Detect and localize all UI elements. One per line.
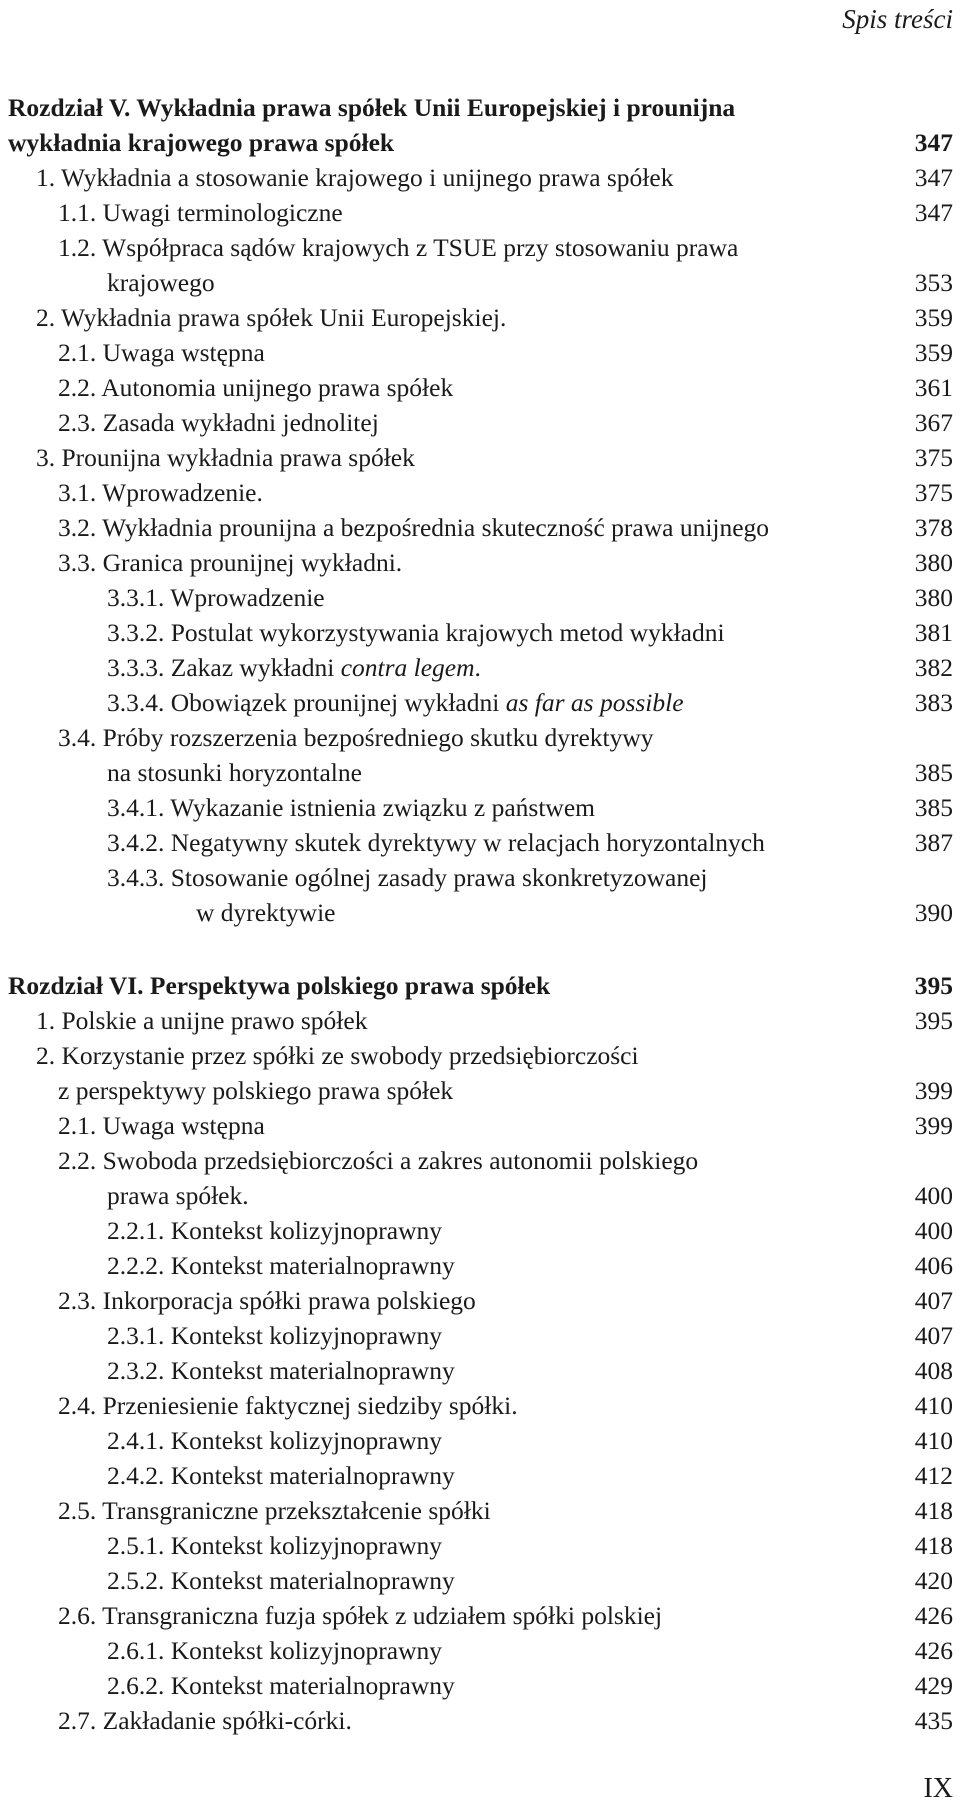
- toc-entry-page: 399: [914, 1076, 953, 1105]
- toc-entry-text: 2.2. Autonomia unijnego prawa spółek: [58, 373, 454, 402]
- toc-entry-text: 2.6.2. Kontekst materialnoprawny: [107, 1671, 455, 1700]
- toc-entry[interactable]: [0, 720, 960, 755]
- toc-entry[interactable]: [0, 1458, 960, 1493]
- toc-entry[interactable]: [0, 825, 960, 860]
- toc-entry-text: w dyrektywie: [196, 898, 336, 927]
- toc-entry-page: 347: [914, 163, 953, 192]
- toc-entry-text: wykładnia krajowego prawa spółek: [8, 128, 395, 157]
- toc-entry-text: 2.2.2. Kontekst materialnoprawny: [107, 1251, 455, 1280]
- toc-entry-text: na stosunki horyzontalne: [107, 758, 362, 787]
- toc-entry[interactable]: [0, 1633, 960, 1668]
- toc-entry-page: 426: [914, 1601, 953, 1630]
- toc-entry-page: 380: [914, 583, 953, 612]
- toc-entry[interactable]: [0, 335, 960, 370]
- toc-entry[interactable]: [0, 160, 960, 195]
- toc-entry[interactable]: [0, 405, 960, 440]
- toc-entry[interactable]: [0, 1178, 960, 1213]
- toc-entry-text: 3.1. Wprowadzenie.: [58, 478, 263, 507]
- toc-entry-text: krajowego: [107, 268, 215, 297]
- toc-entry[interactable]: [0, 1143, 960, 1178]
- toc-entry[interactable]: [0, 1213, 960, 1248]
- toc-entry-page: 429: [914, 1671, 953, 1700]
- toc-entry-text: prawa spółek.: [107, 1181, 249, 1210]
- toc-entry[interactable]: [0, 1493, 960, 1528]
- toc-entry[interactable]: [0, 510, 960, 545]
- toc-entry-text: Rozdział V. Wykładnia prawa spółek Unii Europejskiej i prounijna: [8, 93, 736, 122]
- toc-entry-text: 2.3. Zasada wykładni jednolitej: [58, 408, 379, 437]
- toc-entry-text: 2.5.2. Kontekst materialnoprawny: [107, 1566, 455, 1595]
- toc-entry[interactable]: [0, 1528, 960, 1563]
- toc-entry-text: 2.4. Przeniesienie faktycznej siedziby spółki.: [58, 1391, 518, 1420]
- running-header: Spis treści: [842, 4, 953, 34]
- toc-entry-page: 412: [914, 1461, 953, 1490]
- toc-entry-text: 1.2. Współpraca sądów krajowych z TSUE przy stosowaniu prawa: [58, 233, 739, 262]
- toc-entry[interactable]: [0, 968, 960, 1003]
- toc-entry[interactable]: [0, 1703, 960, 1738]
- toc-entry[interactable]: [0, 615, 960, 650]
- toc-entry[interactable]: [0, 1563, 960, 1598]
- toc-entry-page: 400: [914, 1181, 953, 1210]
- toc-entry-text: contra legem: [340, 653, 475, 682]
- toc-entry-text: 2.7. Zakładanie spółki-córki.: [58, 1706, 352, 1735]
- toc-entry-page: 380: [914, 548, 953, 577]
- toc-entry-text: 3.4.1. Wykazanie istnienia związku z państwem: [107, 793, 595, 822]
- toc-entry-page: 347: [914, 198, 953, 227]
- toc-entry-page: 385: [914, 793, 953, 822]
- toc-entry-page: 395: [914, 1006, 953, 1035]
- toc-entry-text: 2.2. Swoboda przedsiębiorczości a zakres autonomii polskiego: [58, 1146, 699, 1175]
- toc-entry-page: 385: [914, 758, 953, 787]
- toc-entry[interactable]: [0, 545, 960, 580]
- toc-entry-page: 353: [914, 268, 953, 297]
- toc-entry-text: 2.4.1. Kontekst kolizyjnoprawny: [107, 1426, 442, 1455]
- toc-entry-text: 2.5.1. Kontekst kolizyjnoprawny: [107, 1531, 442, 1560]
- toc-entry-page: 383: [914, 688, 953, 717]
- toc-entry-page: 378: [914, 513, 953, 542]
- toc-entry-page: 407: [914, 1321, 953, 1350]
- toc-entry[interactable]: [0, 265, 960, 300]
- toc-entry-text: 3.4.3. Stosowanie ogólnej zasady prawa skonkretyzowanej: [107, 863, 708, 892]
- toc-entry-text: as far as possible: [505, 688, 684, 717]
- toc-entry-page: 408: [914, 1356, 953, 1385]
- toc-entry[interactable]: [0, 1423, 960, 1458]
- toc-entry-page: 387: [914, 828, 953, 857]
- toc-entry[interactable]: [0, 1318, 960, 1353]
- toc-entry-page: 426: [914, 1636, 953, 1665]
- toc-entry-page: 381: [914, 618, 953, 647]
- toc-entry-text: 2.3.2. Kontekst materialnoprawny: [107, 1356, 455, 1385]
- toc-entry-page: 418: [914, 1496, 953, 1525]
- toc-entry[interactable]: [0, 1388, 960, 1423]
- toc-entry-text: 3.3.1. Wprowadzenie: [107, 583, 325, 612]
- toc-entry-page: 375: [914, 443, 953, 472]
- toc-entry[interactable]: [0, 1353, 960, 1388]
- toc-entry-text: 2.3.1. Kontekst kolizyjnoprawny: [107, 1321, 442, 1350]
- toc-entry[interactable]: [0, 685, 960, 720]
- toc-entry[interactable]: [0, 1003, 960, 1038]
- toc-entry-text: .: [474, 653, 481, 682]
- toc-entry-text: 2.1. Uwaga wstępna: [58, 338, 265, 367]
- toc-entry[interactable]: [0, 370, 960, 405]
- toc-entry[interactable]: [0, 1073, 960, 1108]
- toc-entry-text: 2.5. Transgraniczne przekształcenie spółki: [58, 1496, 491, 1525]
- toc-entry[interactable]: [0, 790, 960, 825]
- toc-entry-page: 367: [914, 408, 953, 437]
- toc-entry-page: 420: [914, 1566, 953, 1595]
- toc-entry-text: 3.4. Próby rozszerzenia bezpośredniego skutku dyrektywy: [58, 723, 654, 752]
- toc-entry-page: 400: [914, 1216, 953, 1245]
- toc-entry[interactable]: [0, 650, 960, 685]
- toc-entry-text: 3.3. Granica prounijnej wykładni.: [58, 548, 403, 577]
- toc-entry-text: 3.4.2. Negatywny skutek dyrektywy w relacjach horyzontalnych: [107, 828, 765, 857]
- toc-entry-page: 435: [914, 1706, 953, 1735]
- toc-entry-text: 2.4.2. Kontekst materialnoprawny: [107, 1461, 455, 1490]
- toc-entry-page: 418: [914, 1531, 953, 1560]
- toc-entry-text: 2.3. Inkorporacja spółki prawa polskiego: [58, 1286, 476, 1315]
- toc-entry[interactable]: [0, 475, 960, 510]
- toc-entry-text: z perspektywy polskiego prawa spółek: [58, 1076, 454, 1105]
- toc-entry[interactable]: [0, 1038, 960, 1073]
- toc-entry-page: 361: [914, 373, 953, 402]
- toc-entry-text: 2. Wykładnia prawa spółek Unii Europejskiej.: [36, 303, 507, 332]
- toc-entry-text: 1. Polskie a unijne prawo spółek: [36, 1006, 368, 1035]
- toc-entry-text: 3.3.3. Zakaz wykładni: [107, 653, 341, 682]
- toc-entry-page: 347: [914, 128, 953, 157]
- toc-entry[interactable]: [0, 90, 960, 125]
- toc-entry-page: 395: [914, 971, 953, 1000]
- toc-entry-text: 2.6. Transgraniczna fuzja spółek z udziałem spółki polskiej: [58, 1601, 663, 1630]
- toc-entry-text: 1. Wykładnia a stosowanie krajowego i unijnego prawa spółek: [36, 163, 674, 192]
- toc-entry-page: 375: [914, 478, 953, 507]
- toc-entry-text: Rozdział VI. Perspektywa polskiego prawa spółek: [8, 971, 551, 1000]
- toc-entry-page: 399: [914, 1111, 953, 1140]
- toc-entry-text: 3. Prounijna wykładnia prawa spółek: [36, 443, 415, 472]
- toc-entry[interactable]: [0, 580, 960, 615]
- toc-entry-page: 406: [914, 1251, 953, 1280]
- toc-entry-page: 410: [914, 1426, 953, 1455]
- toc-entry[interactable]: [0, 440, 960, 475]
- toc-entry-page: 382: [914, 653, 953, 682]
- toc-entry[interactable]: [0, 1283, 960, 1318]
- toc-entry-text: 1.1. Uwagi terminologiczne: [58, 198, 343, 227]
- toc-entry[interactable]: [0, 1248, 960, 1283]
- toc-entry-page: 390: [914, 898, 953, 927]
- toc-entry-text: 3.3.2. Postulat wykorzystywania krajowych metod wykładni: [107, 618, 725, 647]
- toc-entry[interactable]: [0, 860, 960, 895]
- toc-entry[interactable]: [0, 1108, 960, 1143]
- toc-entry[interactable]: [0, 125, 960, 160]
- toc-entry[interactable]: [0, 195, 960, 230]
- toc-entry-text: 3.2. Wykładnia prounijna a bezpośrednia skuteczność prawa unijnego: [58, 513, 770, 542]
- toc-entry-text: 2. Korzystanie przez spółki ze swobody przedsiębiorczości: [36, 1041, 639, 1070]
- toc-entry-page: 410: [914, 1391, 953, 1420]
- toc-entry-text: 3.3.4. Obowiązek prounijnej wykładni: [107, 688, 506, 717]
- toc-entry-page: 359: [914, 303, 953, 332]
- toc-entry-text: 2.2.1. Kontekst kolizyjnoprawny: [107, 1216, 442, 1245]
- toc-entry[interactable]: [0, 230, 960, 265]
- toc-entry-page: 359: [914, 338, 953, 367]
- toc-entry-text: 2.1. Uwaga wstępna: [58, 1111, 265, 1140]
- toc-entry[interactable]: [0, 300, 960, 335]
- toc-entry[interactable]: [0, 755, 960, 790]
- toc-entry-text: 2.6.1. Kontekst kolizyjnoprawny: [107, 1636, 442, 1665]
- toc-entry[interactable]: [0, 895, 960, 930]
- page-number-roman: IX: [923, 1773, 953, 1804]
- toc-entry[interactable]: [0, 1668, 960, 1703]
- toc-entry[interactable]: [0, 1598, 960, 1633]
- toc-entry-page: 407: [914, 1286, 953, 1315]
